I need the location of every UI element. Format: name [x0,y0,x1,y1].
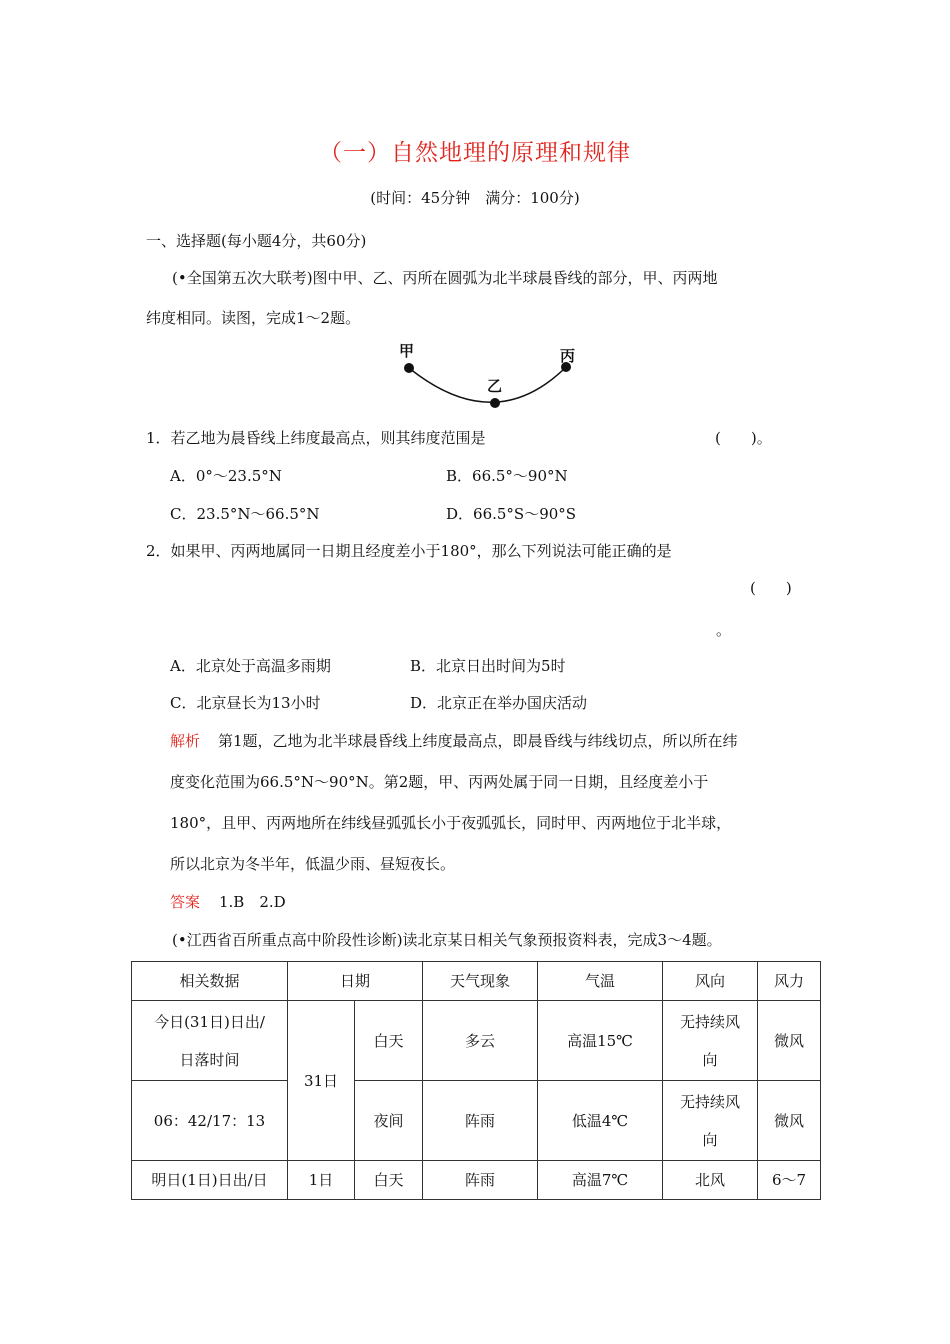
question-1-bracket: ( )。 [715,429,772,447]
date-1: 1日 [288,1161,355,1200]
answer-label: 答案 [170,893,201,911]
header-wind-force: 风力 [758,962,821,1001]
q1-option-c[interactable]: C．23.5°N～66.5°N [170,505,320,523]
question-2-period: 。 [716,621,732,639]
header-related-data: 相关数据 [132,962,288,1001]
weather-night: 阵雨 [423,1081,538,1161]
label-bing: 丙 [560,347,576,365]
q2-option-a[interactable]: A．北京处于高温多雨期 [170,657,331,675]
question-2-stem: 2．如果甲、丙两地属同一日期且经度差小于180°，那么下列说法可能正确的是 [146,542,672,560]
wind-force-night: 微风 [758,1081,821,1161]
sunrise-sunset-tomorrow: 明日(1日)日出/日 [132,1161,288,1200]
table-header-row [132,962,821,1001]
q2-option-c[interactable]: C．北京昼长为13小时 [170,694,321,712]
wind-direction-night [663,1081,758,1161]
intro-text-1: (•全国第五次大联考)图中甲、乙、丙所在圆弧为北半球晨昏线的部分，甲、丙两地 [172,269,718,287]
header-date: 日期 [288,962,423,1001]
temp-day: 高温15℃ [538,1001,663,1081]
q1-option-a[interactable]: A．0°～23.5°N [170,467,282,485]
wind-force-next-day: 6～7 [758,1161,821,1200]
wind-force-day: 微风 [758,1001,821,1081]
sunrise-sunset-today [132,1001,288,1081]
header-weather: 天气现象 [423,962,538,1001]
q1-option-b[interactable]: B．66.5°～90°N [446,467,568,485]
wind-direction-next-day: 北风 [663,1161,758,1200]
cell-line: 向 [702,1130,718,1149]
analysis-line-1: 第1题，乙地为北半球晨昏线上纬度最高点，即晨昏线与纬线切点，所以所在纬 [218,732,738,750]
wind-direction-day [663,1001,758,1081]
point-yi [490,398,500,408]
date-31: 31日 [288,1001,355,1161]
table-row [132,1081,821,1119]
cell-line: 向 [702,1050,718,1069]
header-temperature: 气温 [538,962,663,1001]
weather-next-day: 阵雨 [423,1161,538,1200]
table-row [132,1001,821,1081]
analysis-line-4: 所以北京为冬半年，低温少雨、昼短夜长。 [170,855,456,873]
label-yi: 乙 [487,377,503,395]
sunrise-sunset-value: 06：42/17：13 [132,1081,288,1161]
analysis-label: 解析 [170,732,201,750]
table-row [132,1161,821,1200]
q2-option-b[interactable]: B．北京日出时间为5时 [410,657,566,675]
period-next-day: 白天 [355,1161,423,1200]
question-2-bracket: ( ) [750,579,792,597]
intro-text-3: (•江西省百所重点高中阶段性诊断)读北京某日相关气象预报资料表，完成3～4题。 [172,931,722,949]
exam-time-info: (时间：45分钟 满分：100分) [370,189,580,207]
period-night: 夜间 [355,1081,423,1161]
terminator-arc-figure [390,335,590,415]
header-wind-direction: 风向 [663,962,758,1001]
analysis-line-3: 180°，且甲、丙两地所在纬线昼弧弧长小于夜弧弧长，同时甲、丙两地位于北半球， [170,814,732,832]
analysis-line-2: 度变化范围为66.5°N～90°N。第2题，甲、丙两处属于同一日期，且经度差小于 [170,773,709,791]
page-title: （一）自然地理的原理和规律 [319,140,631,166]
question-1-stem: 1．若乙地为晨昏线上纬度最高点，则其纬度范围是 [146,429,486,447]
label-jia: 甲 [399,342,415,360]
intro-text-2: 纬度相同。读图，完成1～2题。 [146,309,361,327]
answer-text: 1.B 2.D [219,893,286,911]
q2-option-d[interactable]: D．北京正在举办国庆活动 [410,694,588,712]
weather-day: 多云 [423,1001,538,1081]
temp-next-day: 高温7℃ [538,1161,663,1200]
cell-line: 今日(31日)日出/ [154,1012,265,1031]
cell-line: 日落时间 [179,1050,240,1069]
cell-line: 无持续风 [679,1092,740,1111]
weather-forecast-table [131,961,821,1200]
period-day: 白天 [355,1001,423,1081]
point-jia [404,363,414,373]
cell-line: 无持续风 [679,1012,740,1031]
section-heading: 一、选择题(每小题4分，共60分) [146,232,367,250]
temp-night: 低温4℃ [538,1081,663,1161]
q1-option-d[interactable]: D．66.5°S～90°S [446,505,577,523]
